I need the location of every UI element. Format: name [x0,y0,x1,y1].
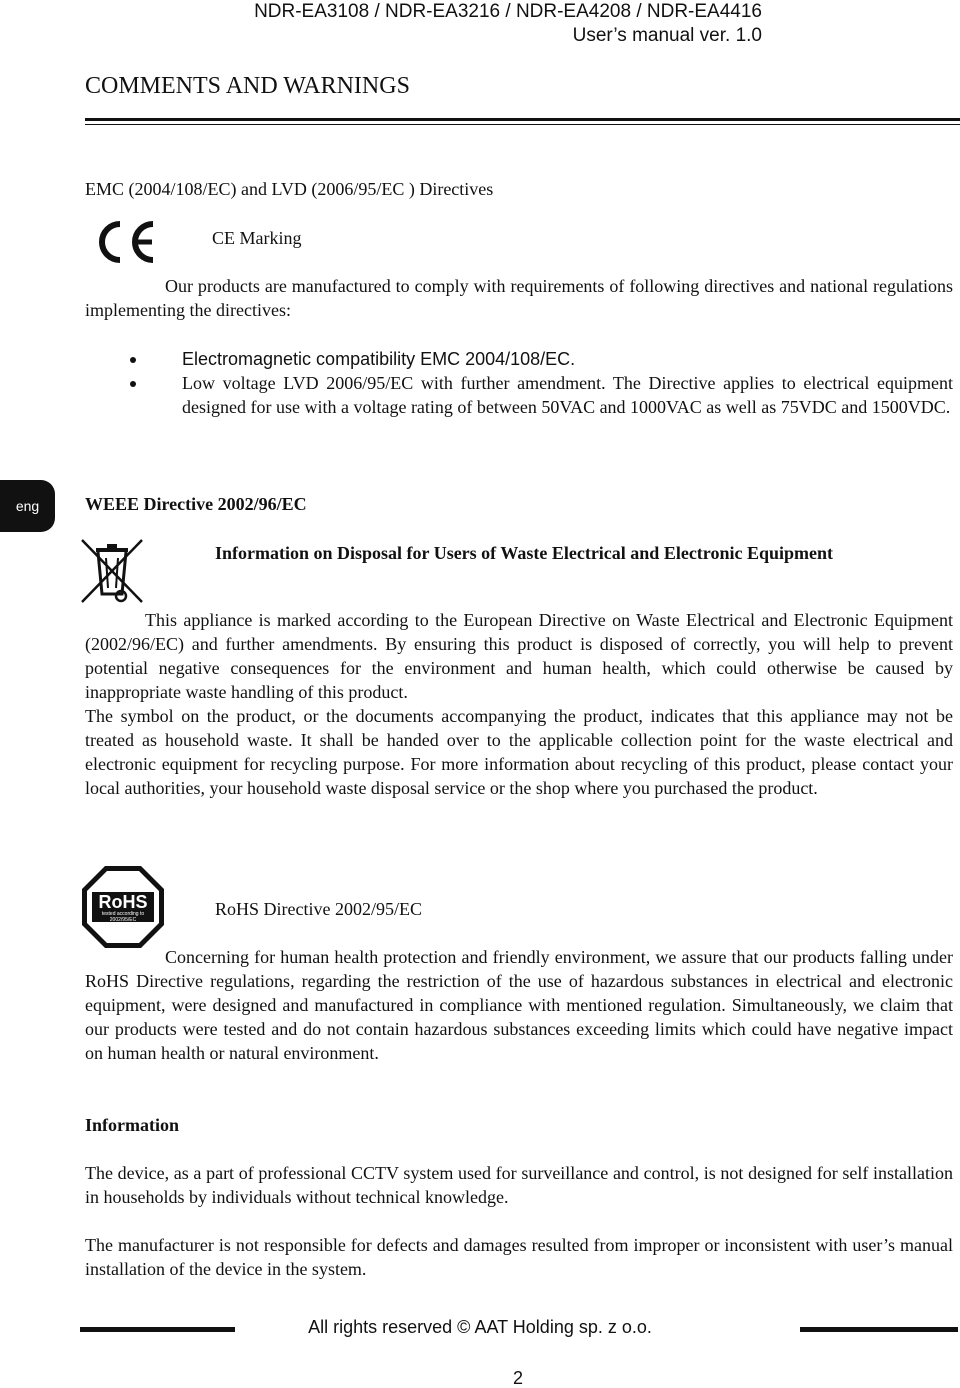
rohs-paragraph: Concerning for human health protection and friendly environment, we assure that our products falling under RoHS Directive regulations, regarding the restriction of the use of hazardous substances in electrical and electronic equipment, were designed and manufactured in compliance with mentioned regulation. Simultaneously, we claim that our products were tested and do not contain hazardous substances exceeding limits which could have negative impact on human health or natural environment. [85,947,953,1063]
emc-heading: EMC (2004/108/EC) and LVD (2006/95/EC ) Directives [85,179,494,199]
header-manual-version: User’s manual ver. 1.0 [572,25,762,46]
bullet-icon [130,357,136,363]
title-rule-thin [85,124,960,125]
list-item [130,371,953,419]
bullet-icon [130,381,136,387]
directive-list [130,347,953,419]
rohs-heading: RoHS Directive 2002/95/EC [215,899,422,919]
rohs-logo-caption: tested according to 2002/95/EC [101,911,145,923]
list-item-text: Low voltage LVD 2006/95/EC with further amendment. The Directive applies to electrical equipment designed for use with a voltage rating of between 50VAC and 1000VAC as well as 75VDC and 1500VDC. [182,373,953,417]
information-heading: Information [85,1115,179,1135]
list-item-text: Electromagnetic compatibility EMC 2004/108/EC. [182,349,576,369]
crossed-bin-icon [80,538,146,606]
rohs-logo-icon [80,864,166,950]
language-tab: eng [0,480,55,532]
footer-rights: All rights reserved © AAT Holding sp. z o.o. [308,1317,652,1337]
weee-paragraph-2: The symbol on the product, or the documents accompanying the product, indicates that this appliance may not be treated as household waste. It shall be handed over to the applicable collection point for the waste electrical and electronic equipment for recycling purpose. For more information about recycling of this product, please contact your local authorities, your household waste disposal service or the shop where you purchased the product. [85,706,953,798]
header-model-line: NDR-EA3108 / NDR-EA3216 / NDR-EA4208 / NDR-EA4416 [254,1,762,22]
weee-subheading: Information on Disposal for Users of Waste Electrical and Electronic Equipment [215,543,833,563]
weee-paragraph-1: This appliance is marked according to the European Directive on Waste Electrical and Electronic Equipment (2002/96/EC) and further amendments. By ensuring this product is disposed of correctly, you will help to prevent potential negative consequences for the environment and human health, which could otherwise be caused by inappropriate waste handling of this product. [85,610,953,702]
title-rule-thick [85,118,960,121]
rohs-logo-text: RoHS [98,892,148,912]
section-title: COMMENTS AND WARNINGS [85,73,410,99]
list-item [130,347,953,371]
ce-marking-label: CE Marking [212,228,302,248]
ce-mark-icon [90,216,160,268]
information-paragraph-1: The device, as a part of professional CCTV system used for surveillance and control, is not designed for self installation in households by individuals without technical knowledge. [85,1163,953,1207]
weee-heading: WEEE Directive 2002/96/EC [85,494,307,514]
emc-intro-paragraph: Our products are manufactured to comply with requirements of following directives and national regulations implementing the directives: [85,276,953,320]
information-paragraph-2: The manufacturer is not responsible for defects and damages resulted from improper or inconsistent with user’s manual installation of the device in the system. [85,1235,953,1279]
page-number: 2 [512,1368,523,1388]
